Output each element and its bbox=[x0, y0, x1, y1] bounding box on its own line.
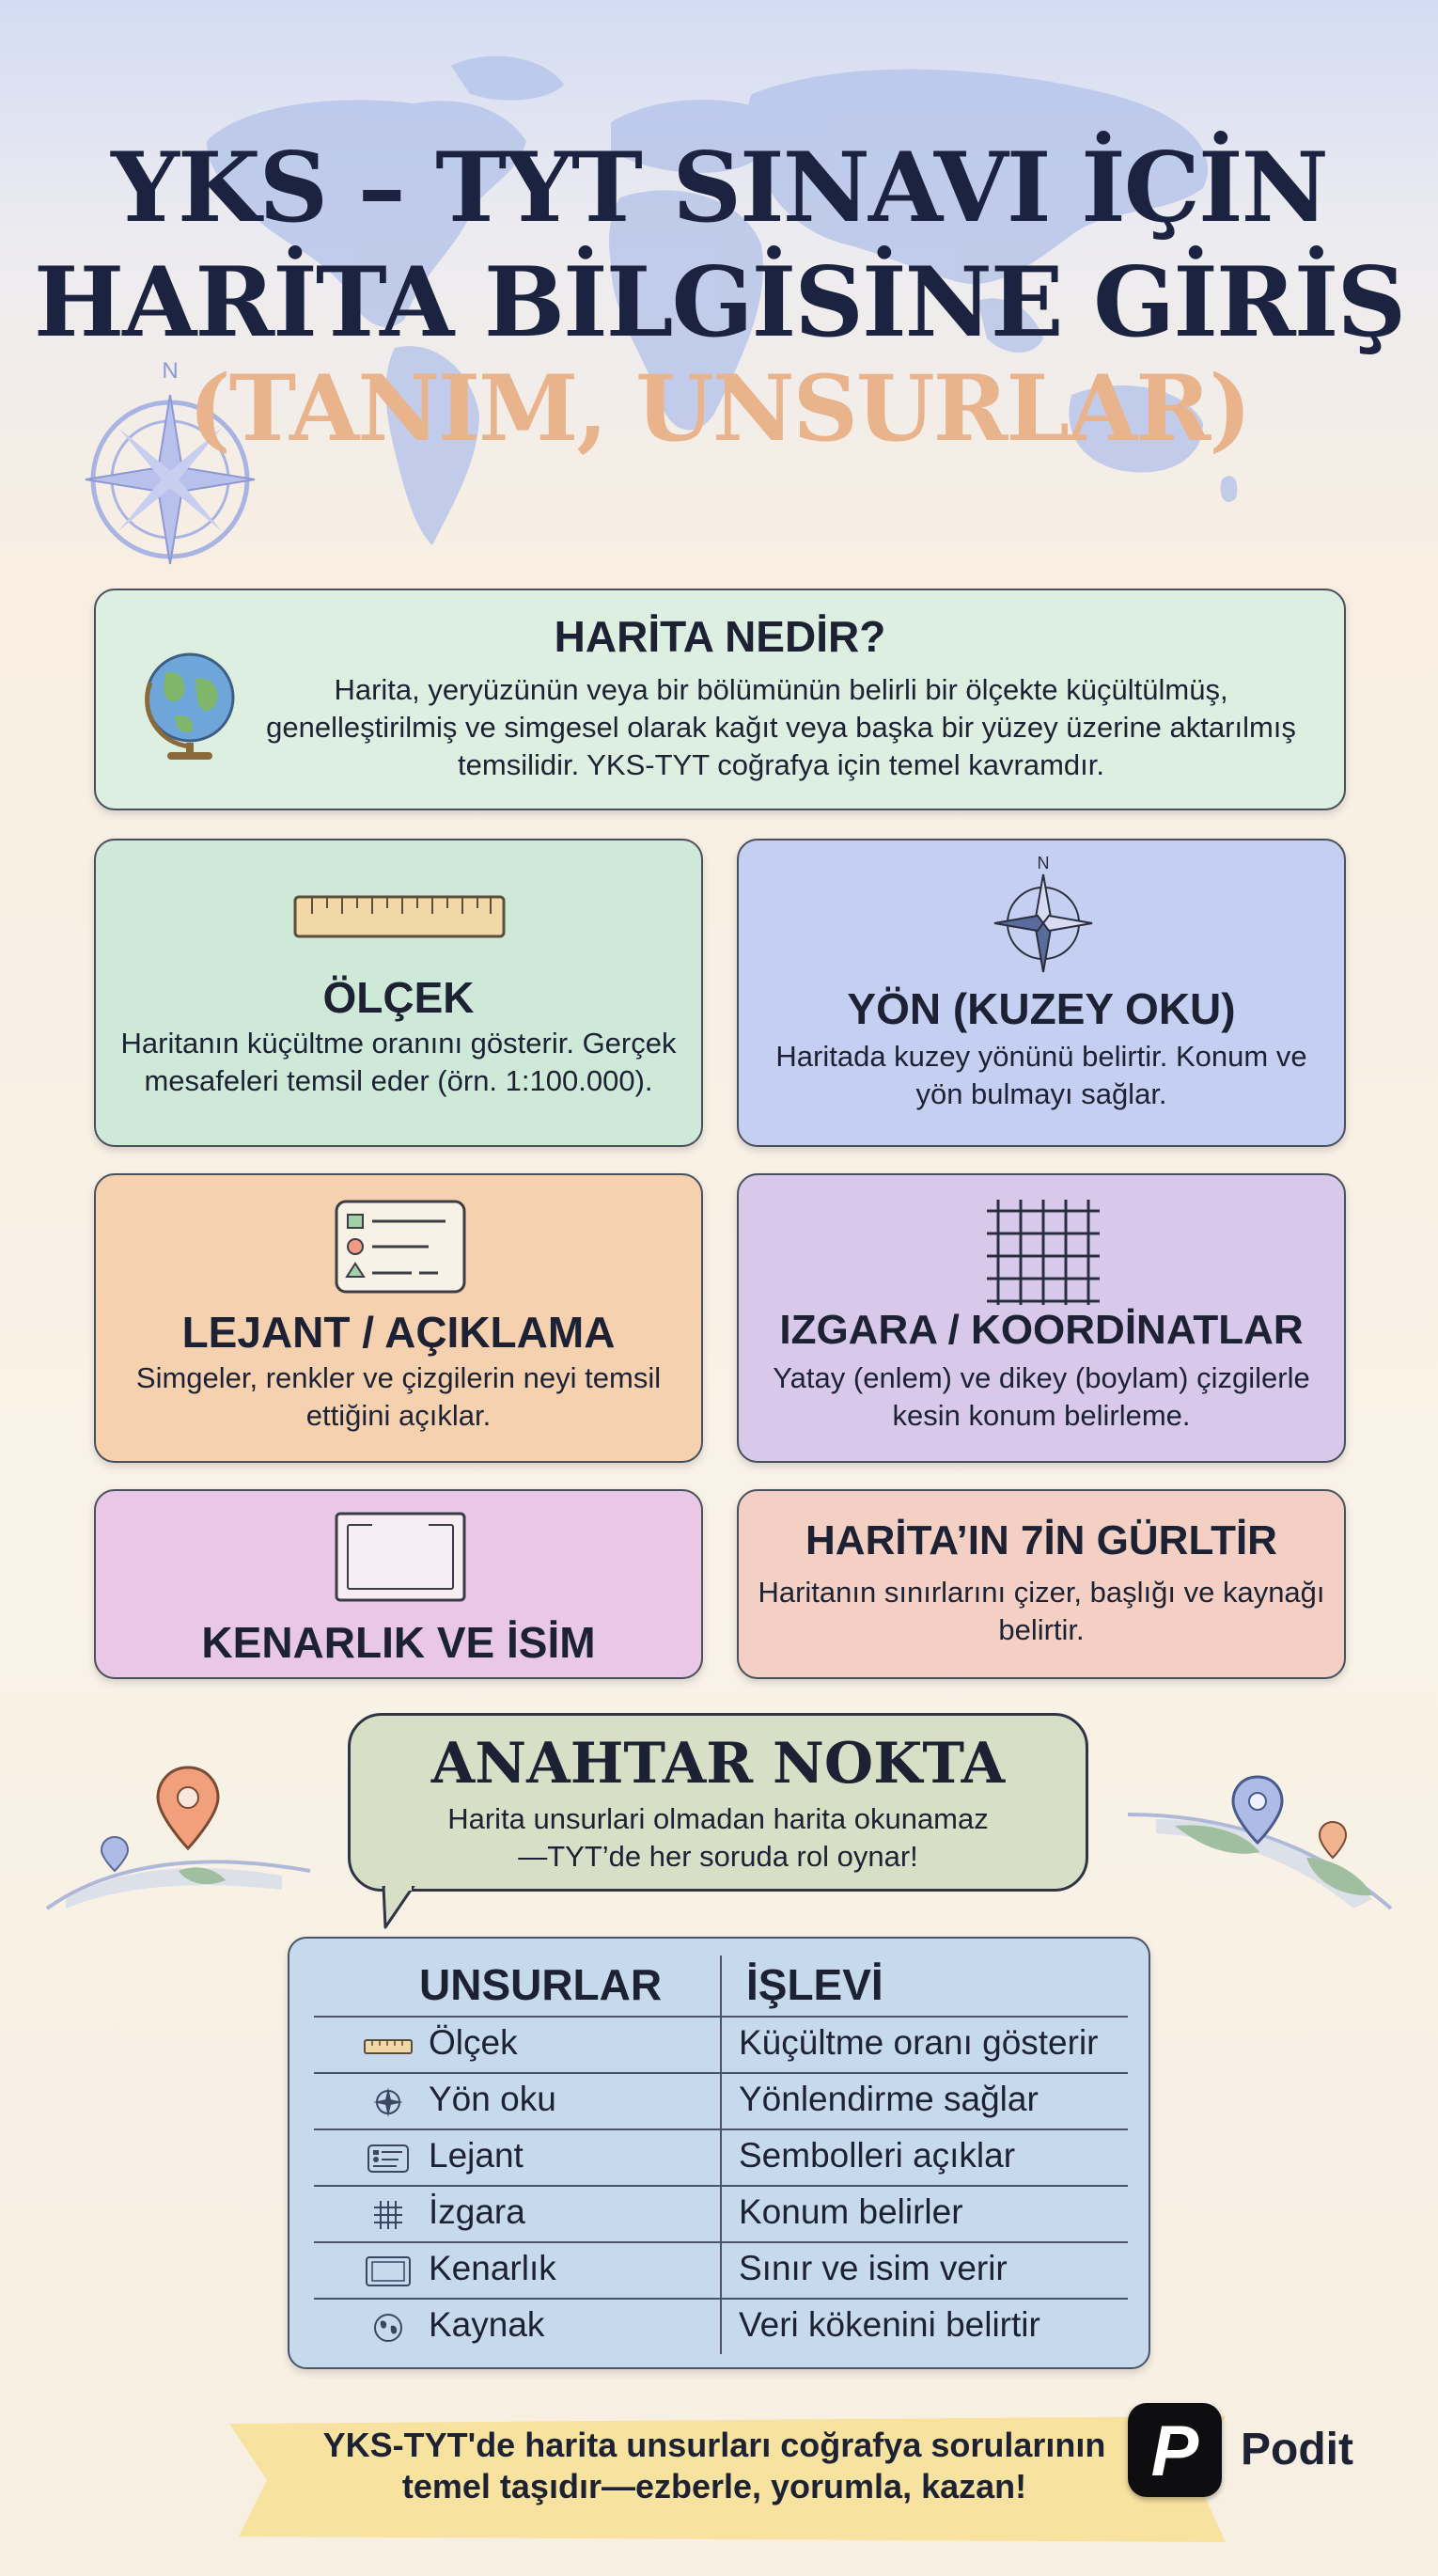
left-globe-decoration bbox=[38, 1758, 320, 1918]
table-cell-element: Kaynak bbox=[429, 2305, 545, 2344]
direction-title: YÖN (KUZEY OKU) bbox=[847, 984, 1236, 1033]
key-point-text: Harita unsurlari olmadan harita okunamaz—TYT’de her soruda rol oynar! bbox=[447, 1802, 989, 1873]
compass-north-label: N bbox=[162, 358, 179, 384]
direction-text: Haritada kuzey yönünü belirtir. Konum ve yön bulmayı sağlar. bbox=[775, 1040, 1307, 1110]
scale-card bbox=[94, 839, 703, 1147]
border-card bbox=[94, 1489, 703, 1679]
compass-icon bbox=[363, 2085, 414, 2119]
page-subtitle: (TANIM, UNSURLAR) bbox=[188, 355, 1250, 462]
table-header-elements: UNSURLAR bbox=[419, 1960, 663, 2009]
table-cell-function: Küçültme oranı gösterir bbox=[739, 2023, 1099, 2062]
table-cell-function: Sembolleri açıklar bbox=[739, 2136, 1016, 2175]
legend-title: LEJANT / AÇIKLAMA bbox=[181, 1308, 616, 1357]
table-cell-function: Konum belirler bbox=[739, 2192, 963, 2231]
globe-icon bbox=[137, 645, 242, 765]
key-point-bubble bbox=[348, 1713, 1088, 1892]
source-card bbox=[737, 1489, 1346, 1679]
source-title: HARİTA’IN 7İN GÜRLTİR bbox=[805, 1517, 1277, 1563]
table-cell-element: Kenarlık bbox=[429, 2249, 556, 2287]
legend-card bbox=[94, 1173, 703, 1463]
grid-text: Yatay (enlem) ve dikey (boylam) çizgilerle kesin konum belirleme. bbox=[773, 1361, 1310, 1432]
table-cell-element: Yön oku bbox=[429, 2080, 556, 2118]
page-title-line1: YKS – TYT SINAVI İÇİN bbox=[111, 132, 1327, 244]
legend-icon bbox=[363, 2142, 414, 2175]
right-globe-decoration bbox=[1118, 1767, 1400, 1918]
frame-icon bbox=[335, 1512, 466, 1602]
table-row bbox=[314, 2128, 1128, 2187]
compass-icon bbox=[993, 852, 1094, 974]
elements-table bbox=[288, 1937, 1150, 2369]
scale-title: ÖLÇEK bbox=[322, 973, 475, 1022]
table-cell-function: Yönlendirme sağlar bbox=[739, 2080, 1039, 2118]
direction-card bbox=[737, 839, 1346, 1147]
table-cell-element: Lejant bbox=[429, 2136, 524, 2175]
definition-text: Harita, yeryüzünün veya bir bölümünün belirli bir ölçekte küçültülmüş, genelleştirilmiş ve simgesel olarak kağıt veya başka bir yüzey üzerine aktarılmış temsilidir. YKS-TYT coğrafya için temel kavramdır. bbox=[266, 673, 1296, 781]
brand-logo-letter: P bbox=[1150, 2411, 1199, 2491]
border-title: KENARLIK VE İSİM bbox=[201, 1618, 596, 1667]
legend-icon bbox=[335, 1200, 466, 1294]
table-row bbox=[314, 2298, 1128, 2356]
table-row bbox=[314, 2072, 1128, 2130]
ribbon-text-line1: YKS-TYT'de harita unsurları coğrafya sorularının bbox=[322, 2426, 1106, 2464]
grid-icon bbox=[363, 2198, 414, 2232]
ruler-icon bbox=[293, 893, 506, 940]
table-cell-element: İzgara bbox=[429, 2192, 525, 2231]
globe-icon bbox=[363, 2311, 414, 2345]
key-point-title: ANAHTAR NOKTA bbox=[430, 1731, 1006, 1797]
table-row bbox=[314, 2241, 1128, 2300]
table-cell-function: Sınır ve isim verir bbox=[739, 2249, 1008, 2287]
frame-icon bbox=[363, 2254, 414, 2288]
grid-icon bbox=[985, 1198, 1102, 1307]
legend-text: Simgeler, renkler ve çizgilerin neyi temsil ettiğini açıklar. bbox=[135, 1361, 662, 1432]
direction-north-label: N bbox=[1037, 854, 1050, 872]
table-cell-function: Veri kökenini belirtir bbox=[739, 2305, 1040, 2344]
brand-name: Podit bbox=[1241, 2425, 1353, 2474]
table-cell-element: Ölçek bbox=[429, 2023, 518, 2062]
grid-title: IZGARA / KOORDİNATLAR bbox=[779, 1307, 1304, 1353]
ribbon-text-line2: temel taşıdır—ezberle, yorumla, kazan! bbox=[401, 2467, 1027, 2505]
definition-title: HARİTA NEDİR? bbox=[554, 612, 886, 661]
table-row bbox=[314, 2185, 1128, 2243]
source-text: Haritanın sınırlarını çizer, başlığı ve kaynağı belirtir. bbox=[758, 1576, 1325, 1646]
scale-text: Haritanın küçültme oranını gösterir. Gerçek mesafeleri temsil eder (örn. 1:100.000). bbox=[120, 1027, 677, 1097]
grid-card bbox=[737, 1173, 1346, 1463]
brand-logo[interactable] bbox=[1128, 2403, 1222, 2497]
ruler-icon bbox=[363, 2029, 414, 2063]
definition-card bbox=[94, 589, 1346, 810]
table-header-function: İŞLEVİ bbox=[746, 1960, 883, 2009]
bubble-tail bbox=[376, 1886, 432, 1933]
table-row bbox=[314, 2016, 1128, 2074]
page-title-line2: HARİTA BİLGİSİNE GİRİŞ bbox=[33, 246, 1405, 359]
